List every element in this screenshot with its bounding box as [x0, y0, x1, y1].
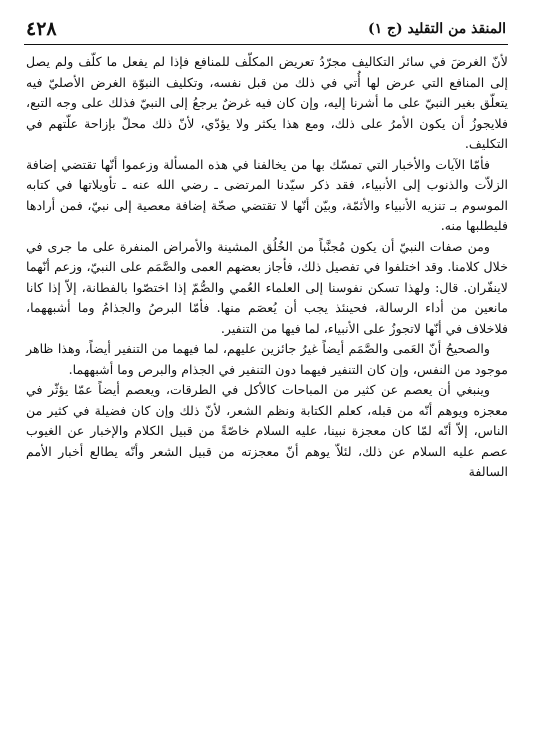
page-number: ٤٢٨	[26, 18, 57, 40]
running-title: المنقذ من التقليد (ج ١)	[367, 21, 506, 37]
paragraph: فأمّا الآيات والأخبار التي تمسّك بها من يخالفنا في هذه المسألة وزعموا أنّها تقتضي إضافة الزلاّت والذنوب إلى الأنبياء، فقد ذكر سيّدنا المرتضى ـ رضي الله عنه ـ تأويلاتها في كتابه الموسوم بـ تنزيه الأنبياء والأئمّة، وبيّن أنّها لا تقتضي صحّة إضافة معصية إلى نبيّ، فمن أرادها فليطلبها منه.	[26, 156, 508, 233]
header-rule	[24, 44, 508, 45]
paragraph: لأنّ الغرضَ في سائر التكاليف مجرّدُ تعريض المكلّف للمنافع فإذا لم يفعل ما كلّف ولم يصل إلى المنافع التي عرض لها أُتي في ذلك من قبل نفسه، وتكليف النبوّة الغرض الأصليّ فيه يتعلّق بغير النبيّ على ما أشرنا إليه، وإن كان فيه غرضٌ يرجعُ إلى النبيّ فذلك على وجه التبع، فلايجوزُ أن يكون الأمرُ على ذلك، ومع هذا يكثر ولا يؤدّي، لأنّ ذلك محلّ بإزاحة علّتهم في التكليف.	[26, 54, 508, 151]
paragraph: وينبغي أن يعصم عن كثير من المباحات كالأكل في الطرقات، ويعصم أيضاً عمّا يؤثّر في معجزه ويوهم أنّه من قبله، كعلم الكتابة ونظم الشعر، لأنّ ذلك وإن كان فضيلة في كثير من الناس، إلاّ أنّه لمّا كان معجزة نبينا، عليه السلام خاصّةً من قبيل الكلام والإخبار عن الغيوب عصم عليه السلام عن ذلك، لئلاّ يوهم أنّ معجزته من قبيل الشعر وأنّه يطالع أخبار الأمم السالفة	[26, 382, 508, 479]
paragraph: والصحيحُ أنّ العَمى والصَّمَم أيضاً غيرُ جائزين عليهم، لما فيهما من التنفير أيضاً، وهذا ظاهر موجود من النفس، وإن كان التنفير فيهما دون التنفير في الجذام والبرص وما أشبههما.	[26, 341, 508, 377]
paragraph: ومن صفات النبيّ أن يكون مُجنَّباً من الخُلُق المشينة والأمراض المنفرة على ما جرى في خلال كلامنا. وقد اختلفوا في تفصيل ذلك، فأجاز بعضهم العمى والصَّمَم على النبيّ، وزعم أنّهما لاينفّران. قال: ولهذا تسكن نفوسنا إلى العلماء العُمي والصُّمّ إذا اختصّوا بالفطانة، إلاّ إذا كانا مانعين من أداء الرسالة، فحينئذ يجب أن يُعصَم منها. فأمّا البرصُ والجذامُ وما أشبههما، فلاخلاف في أنّها لاتجوزُ على الأنبياء، لما فيها من التنفير.	[26, 238, 508, 336]
page-header	[26, 14, 506, 44]
body-text	[26, 52, 508, 483]
